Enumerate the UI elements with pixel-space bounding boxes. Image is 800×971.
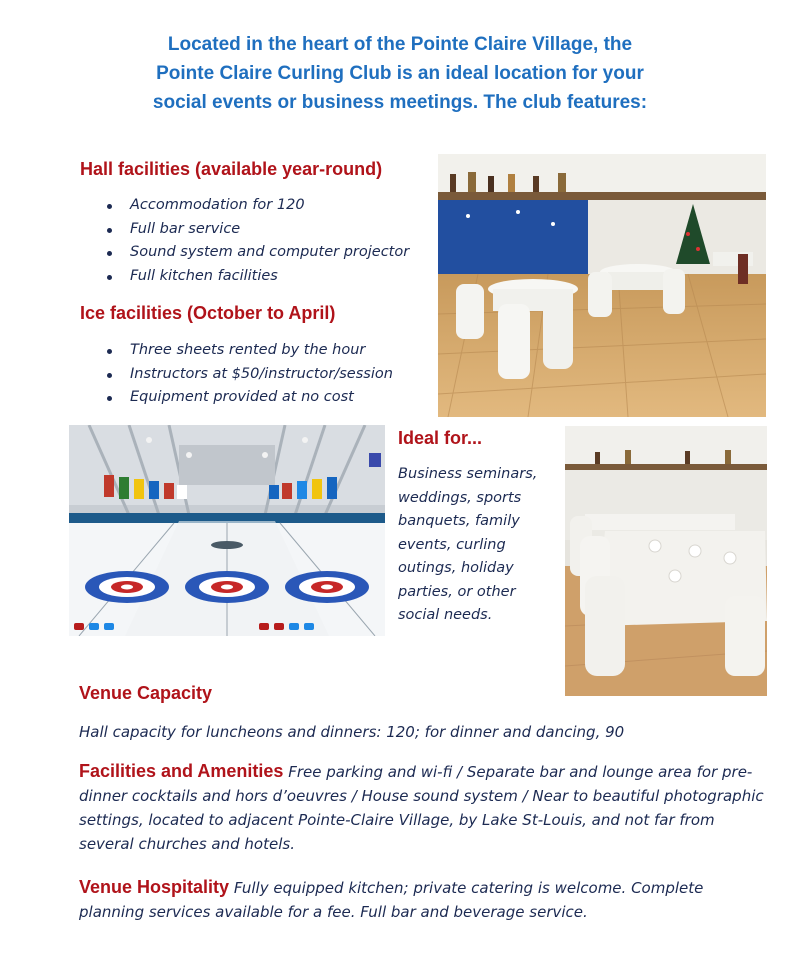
ideal-heading: Ideal for... — [398, 428, 483, 448]
capacity-text: Hall capacity for luncheons and dinners: 120; for dinner and dancing, 90 — [79, 723, 625, 741]
bullet-icon — [107, 275, 112, 280]
ice-list — [80, 339, 393, 410]
list-item: Equipment provided at no cost — [80, 386, 393, 410]
bullet-icon — [107, 251, 112, 256]
capacity-heading: Venue Capacity — [79, 683, 213, 703]
bullet-icon — [107, 349, 112, 354]
hall-heading: Hall facilities (available year-round) — [80, 159, 383, 179]
facilities-paragraph — [79, 759, 769, 856]
hall-list — [80, 194, 409, 288]
list-item: Instructors at $50/instructor/session — [80, 363, 393, 387]
facilities-text: Free parking and wi-fi / Separate bar and lounge area for pre-dinner cocktails and hors d’oeuvres / House sound system / Near to beautiful photographic settings, located to adjacent Pointe-Claire Village, by Lake St-Louis, and not far from several churches and hotels. — [79, 763, 764, 853]
curling-ice-photo — [69, 425, 385, 636]
bullet-icon — [107, 228, 112, 233]
intro-line-3: social events or business meetings. The club features: — [152, 92, 648, 113]
hospitality-paragraph — [79, 875, 769, 924]
list-item: Full bar service — [80, 218, 409, 242]
bullet-icon — [107, 373, 112, 378]
facilities-heading: Facilities and Amenities — [79, 761, 284, 781]
hospitality-text: Fully equipped kitchen; private catering is welcome. Complete planning services available for a fee. Full bar and beverage service. — [79, 879, 704, 921]
intro-line-2: Pointe Claire Curling Club is an ideal location for your — [156, 63, 644, 84]
bullet-icon — [107, 204, 112, 209]
list-item: Three sheets rented by the hour — [80, 339, 393, 363]
hospitality-heading: Venue Hospitality — [79, 877, 230, 897]
banquet-photo — [565, 426, 767, 696]
list-item: Accommodation for 120 — [80, 194, 409, 218]
hall-dining-photo — [438, 154, 766, 417]
ideal-text: Business seminars, weddings, sports banquets, family events, curling outings, holiday parties, or other social needs. — [398, 466, 538, 623]
list-item: Sound system and computer projector — [80, 241, 409, 265]
ice-heading: Ice facilities (October to April) — [80, 303, 336, 323]
bullet-icon — [107, 396, 112, 401]
intro-heading — [90, 30, 710, 117]
intro-line-1: Located in the heart of the Pointe Claire Village, the — [167, 34, 633, 55]
list-item: Full kitchen facilities — [80, 265, 409, 289]
